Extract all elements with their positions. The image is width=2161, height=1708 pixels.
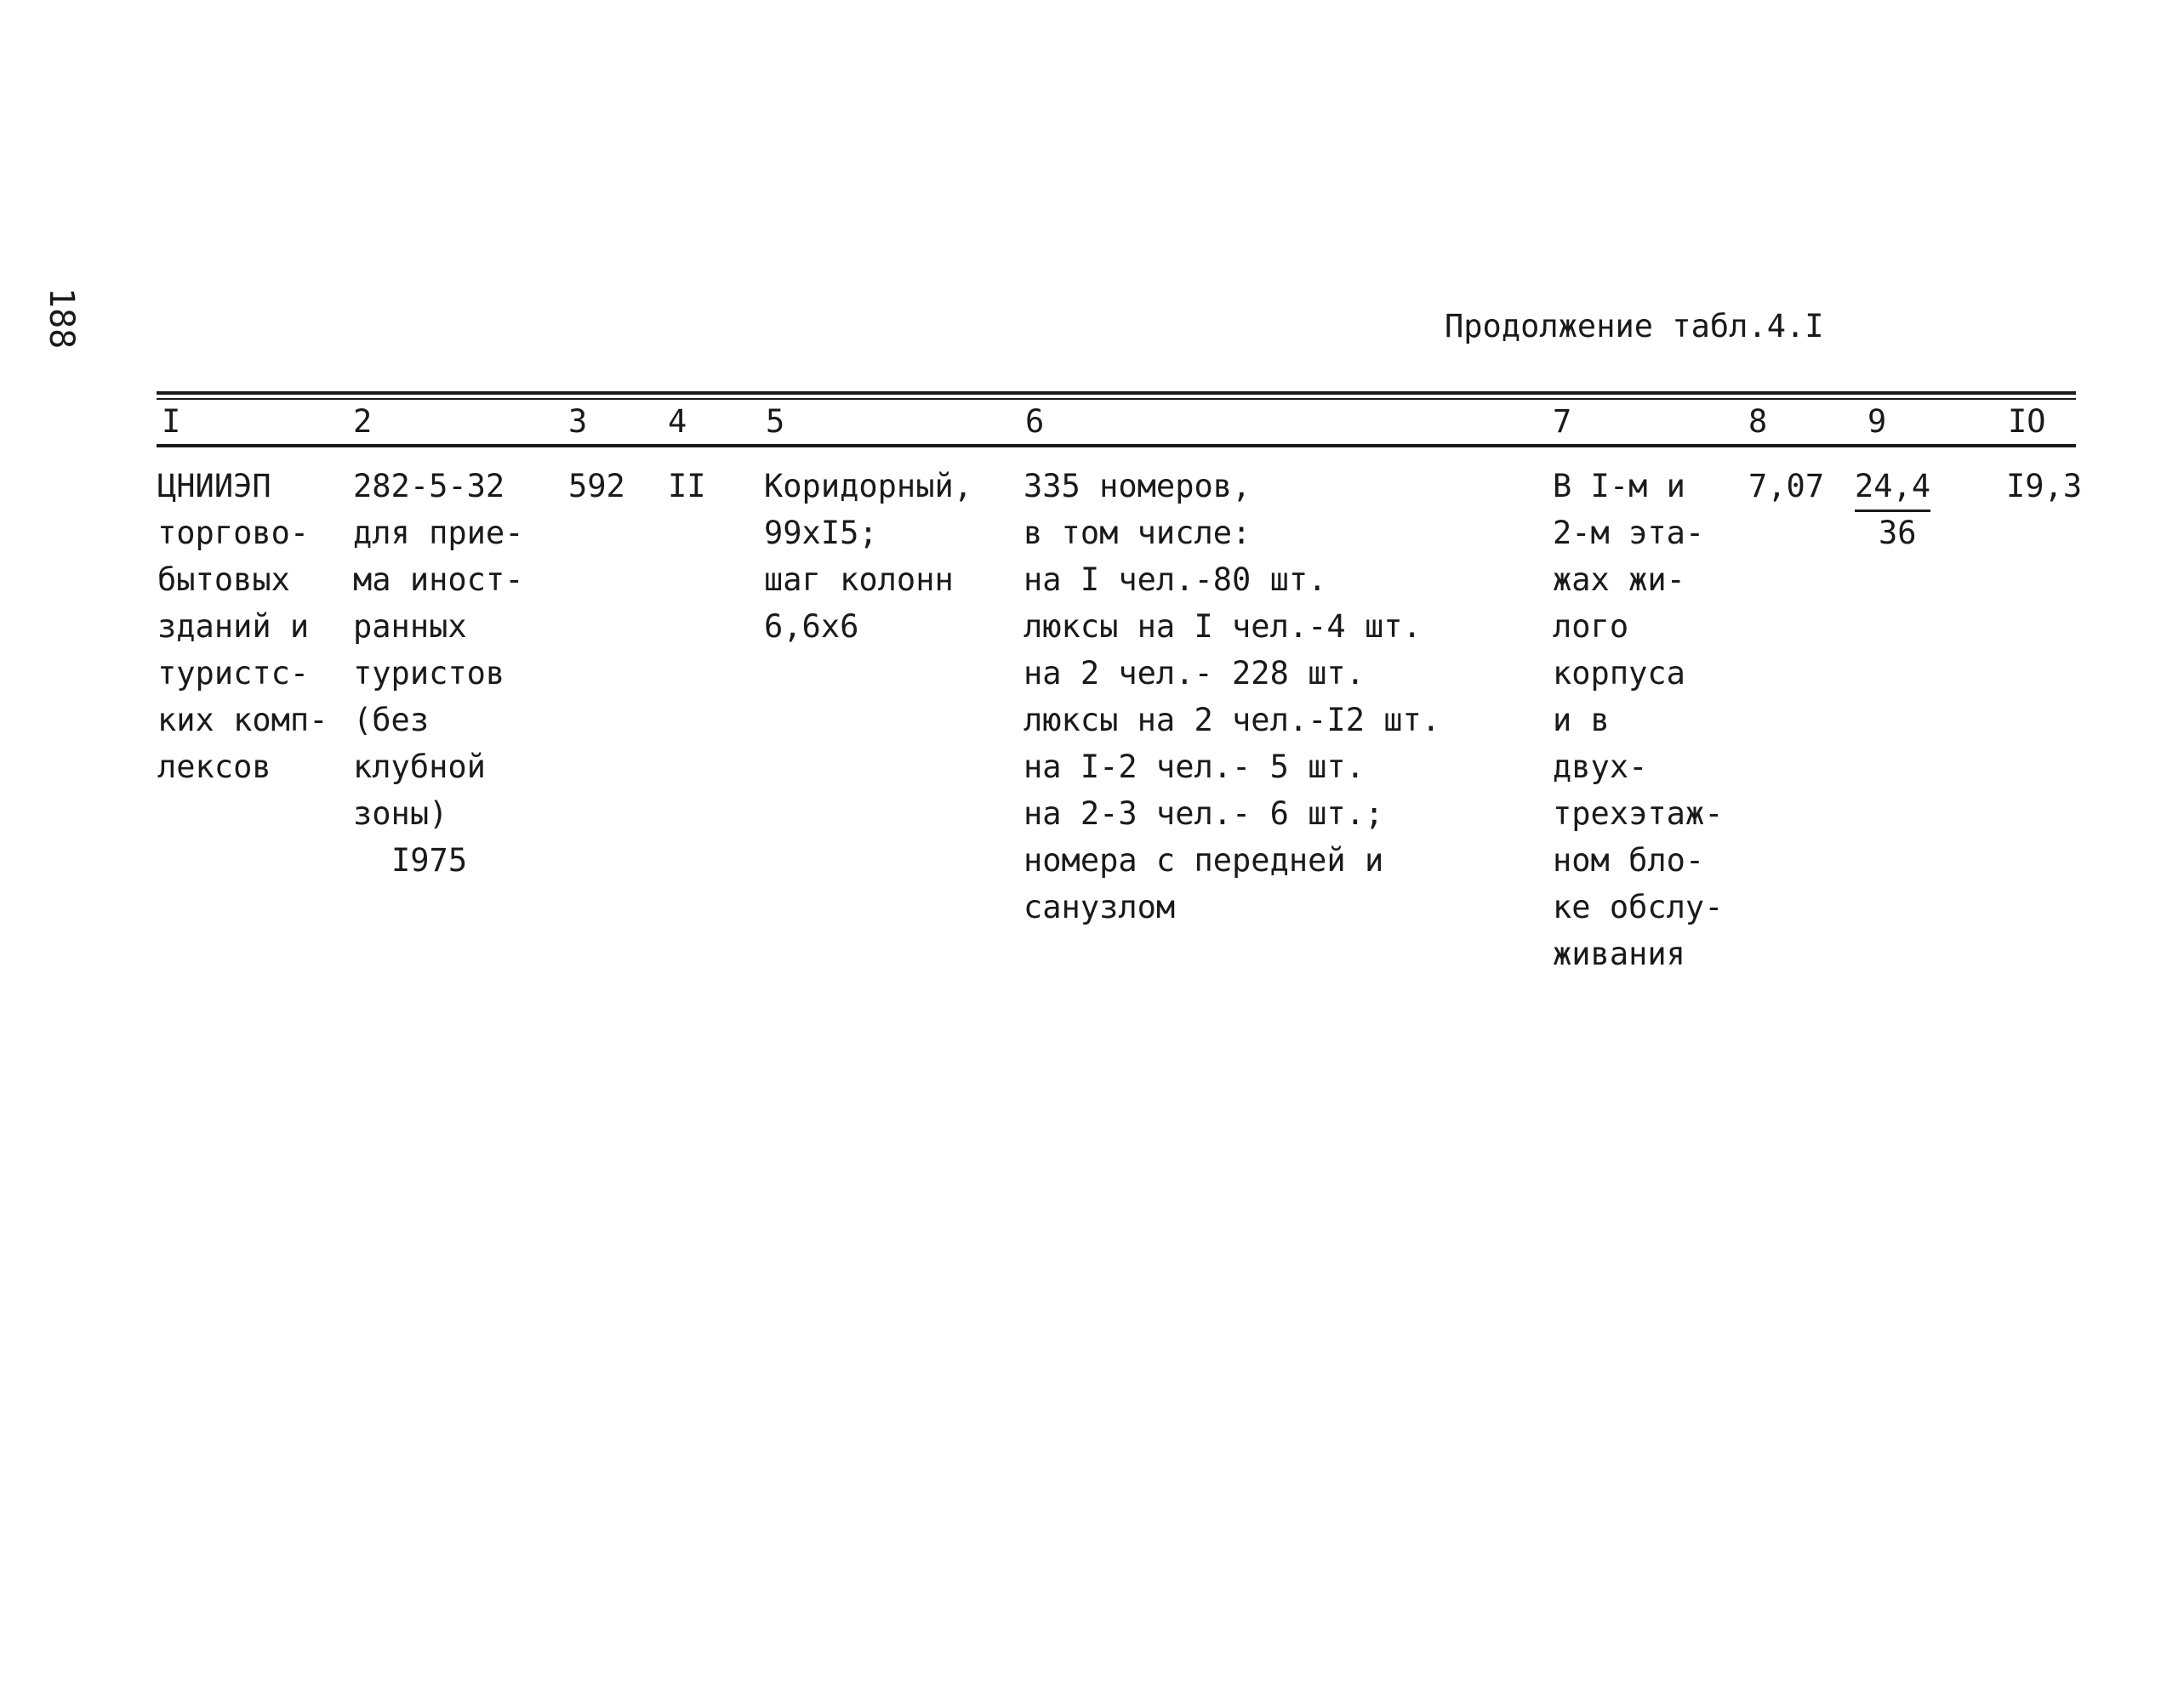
cell-col8: 7,07 [1748, 468, 1825, 504]
column-header-5: 5 [766, 403, 785, 440]
cell-rooms: 335 номеров, в том числе: на I чел.-80 шт. люксы на I чел.-4 шт. на 2 чел.- 228 шт. люксы на 2 чел.-I2 шт. на I-2 чел.- 5 шт. на 2-3 чел.- 6 шт.; номера с передней и санузлом [1023, 468, 1441, 925]
column-header-10: IO [2008, 403, 2046, 440]
cell-project-code: 282-5-32 для прие- ма иност- ранных туристов (без клубной зоны) [353, 468, 524, 832]
cell-col9-denominator: 36 [1879, 515, 1917, 551]
cell-project-year: I975 [391, 842, 468, 879]
column-header-6: 6 [1025, 403, 1045, 440]
cell-col10: I9,3 [2006, 468, 2083, 504]
cell-col9-numerator: 24,4 [1855, 463, 1930, 512]
column-header-8: 8 [1748, 403, 1768, 440]
cell-col4: II [668, 468, 706, 504]
column-header-9: 9 [1867, 403, 1887, 440]
header-bottom-rule [157, 444, 2076, 447]
cell-col3: 592 [568, 468, 625, 504]
table-top-rule-thin [157, 398, 2076, 400]
cell-structure: Коридорный, 99хI5; шаг колонн 6,6х6 [764, 468, 973, 645]
cell-location: В I-м и 2-м эта- жах жи- лого корпуса и в двух- трехэтаж- ном бло- ке обслу- живания [1553, 468, 1724, 972]
table-top-rule [157, 391, 2076, 395]
column-header-4: 4 [668, 403, 687, 440]
page-number: 188 [42, 288, 81, 350]
continuation-caption: Продолжение табл.4.I [1445, 308, 1824, 344]
column-header-1: I [162, 403, 181, 440]
column-header-7: 7 [1553, 403, 1572, 440]
column-header-2: 2 [353, 403, 373, 440]
column-header-3: 3 [568, 403, 588, 440]
cell-organization: ЦНИИЭП торгово- бытовых зданий и туристс- ких комп- лексов [157, 468, 328, 785]
